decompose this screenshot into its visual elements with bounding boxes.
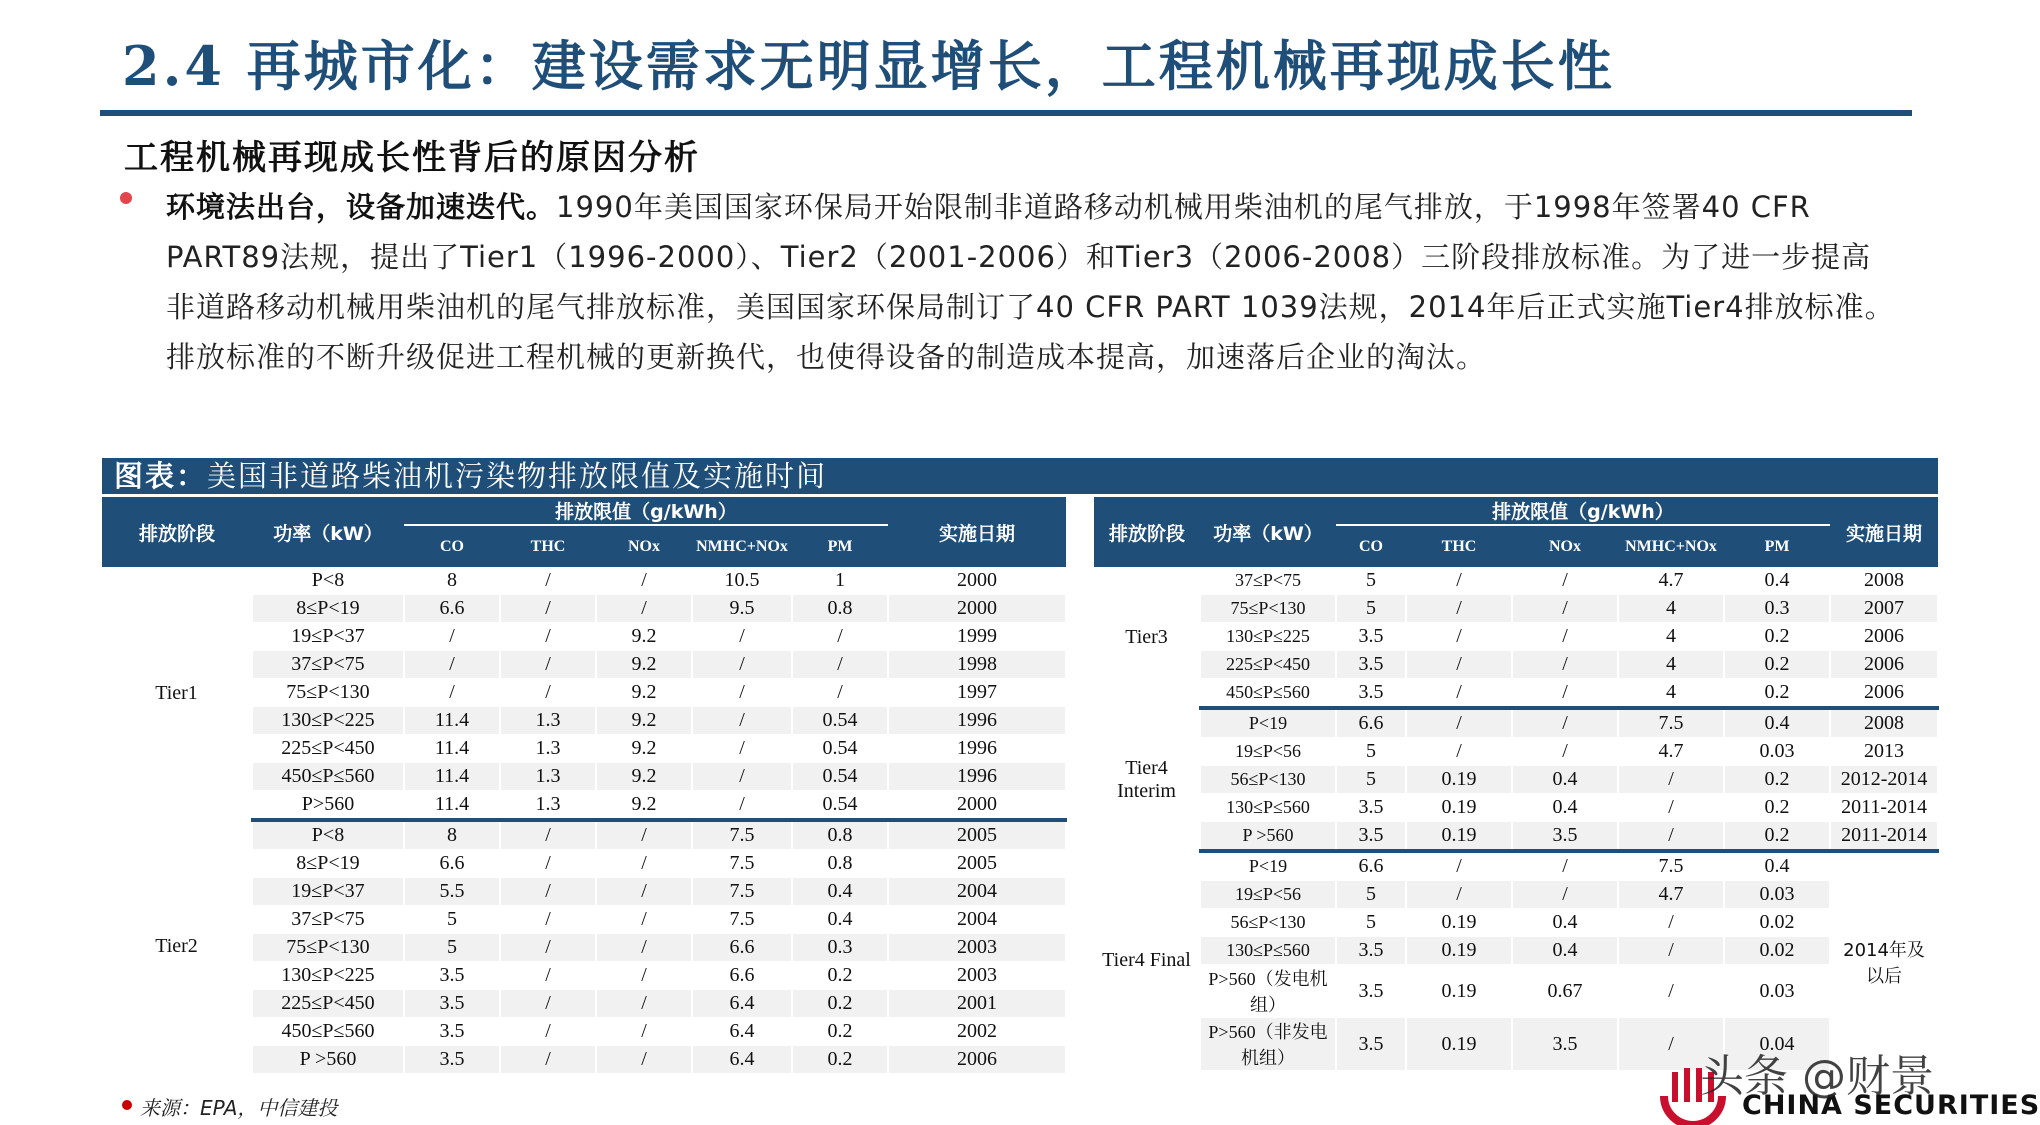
- table-cell: 0.2: [792, 1018, 888, 1046]
- header-thc: THC: [500, 525, 596, 567]
- table-cell: /: [1406, 881, 1512, 909]
- table-cell: 2007: [1830, 595, 1938, 623]
- table-cell: /: [692, 735, 792, 763]
- table-cell: /: [1512, 881, 1618, 909]
- table-cell: /: [500, 679, 596, 707]
- table-cell: /: [596, 850, 692, 878]
- table-cell: 2003: [888, 934, 1066, 962]
- table-cell: 11.4: [404, 707, 500, 735]
- table-cell: 9.2: [596, 707, 692, 735]
- table-cell: 0.03: [1724, 965, 1830, 1018]
- table-cell: 2004: [888, 878, 1066, 906]
- emission-table-right: [1094, 497, 1939, 1071]
- table-cell: 450≤P≤560: [1200, 679, 1336, 709]
- header-stage-right: 排放阶段: [1094, 497, 1200, 567]
- table-cell: /: [1618, 965, 1724, 1018]
- table-cell: /: [1406, 595, 1512, 623]
- table-cell: 2002: [888, 1018, 1066, 1046]
- table-cell: 75≤P<130: [252, 679, 404, 707]
- table-cell: 0.2: [1724, 679, 1830, 709]
- table-cell: 0.4: [1724, 708, 1830, 738]
- table-cell: 0.4: [1724, 567, 1830, 595]
- table-cell: P >560: [252, 1046, 404, 1074]
- table-cell: 19≤P<37: [252, 878, 404, 906]
- table-cell: 130≤P≤225: [1200, 623, 1336, 651]
- header-limit-right: 排放限值（g/kWh）: [1336, 497, 1830, 525]
- table-cell: 4.7: [1618, 881, 1724, 909]
- table-cell: 2013: [1830, 738, 1938, 766]
- stage-cell: Tier4 Final: [1094, 851, 1200, 1071]
- table-cell: 37≤P<75: [252, 906, 404, 934]
- table-cell: 4: [1618, 651, 1724, 679]
- table-cell: 3.5: [1512, 1018, 1618, 1071]
- table-cell: /: [1618, 794, 1724, 822]
- title-divider: [100, 110, 1912, 116]
- merged-date-cell: 2014年及以后: [1830, 851, 1938, 1071]
- table-cell: 3.5: [1512, 822, 1618, 852]
- table-cell: 6.6: [404, 850, 500, 878]
- table-cell: /: [1406, 708, 1512, 738]
- table-cell: 0.19: [1406, 909, 1512, 937]
- table-cell: /: [500, 1018, 596, 1046]
- stage-cell: Tier1: [102, 567, 252, 820]
- table-cell: 2000: [888, 595, 1066, 623]
- table-cell: /: [596, 1018, 692, 1046]
- table-cell: 7.5: [692, 878, 792, 906]
- table-cell: 9.2: [596, 735, 692, 763]
- table-row: [1094, 595, 1938, 623]
- table-cell: 4: [1618, 595, 1724, 623]
- header-pm: PM: [792, 525, 888, 567]
- header-limit: 排放限值（g/kWh）: [404, 497, 888, 525]
- table-cell: /: [1618, 766, 1724, 794]
- table-cell: /: [1406, 651, 1512, 679]
- table-cell: 1996: [888, 735, 1066, 763]
- table-row: [102, 567, 1066, 595]
- table-cell: 0.54: [792, 763, 888, 791]
- table-cell: 0.4: [792, 878, 888, 906]
- table-cell: /: [692, 763, 792, 791]
- table-cell: 6.4: [692, 1046, 792, 1074]
- table-cell: /: [500, 567, 596, 595]
- table-cell: 7.5: [692, 850, 792, 878]
- table-caption-label: 图表：: [114, 459, 208, 493]
- table-cell: P>560: [252, 791, 404, 821]
- table-cell: 1998: [888, 651, 1066, 679]
- table-cell: 0.03: [1724, 881, 1830, 909]
- table-cell: 3.5: [1336, 965, 1406, 1018]
- table-cell: 5.5: [404, 878, 500, 906]
- table-cell: 5: [404, 934, 500, 962]
- table-cell: 0.02: [1724, 937, 1830, 965]
- stage-cell: Tier2: [102, 820, 252, 1074]
- table-cell: /: [792, 679, 888, 707]
- table-cell: /: [792, 623, 888, 651]
- table-cell: 19≤P<37: [252, 623, 404, 651]
- table-cell: /: [792, 651, 888, 679]
- table-cell: /: [596, 934, 692, 962]
- table-cell: 6.6: [404, 595, 500, 623]
- table-cell: 0.54: [792, 791, 888, 821]
- table-cell: 0.4: [1512, 909, 1618, 937]
- table-cell: 0.54: [792, 735, 888, 763]
- paragraph-lead: 环境法出台，设备加速迭代。: [166, 190, 557, 224]
- table-cell: 0.19: [1406, 937, 1512, 965]
- paragraph-text: 1990年美国国家环保局开始限制非道路移动机械用柴油机的尾气排放，于1998年签署40 CFR PART89法规，提出了Tier1（1996-2000）、Tier2（2001-2006）和Tier3（2006-2008）三阶段排放标准。为了进一步提高非道路移动机械用柴油机的尾气排放标准，美国国家环保局制订了40 CFR PART 1039法规，2014年后正式实施Tier4排放标准。排放标准的不断升级促进工程机械的更新换代，也使得设备的制造成本提高，加速落后企业的淘汰。: [166, 190, 1895, 374]
- table-cell: /: [692, 651, 792, 679]
- table-cell: /: [500, 990, 596, 1018]
- table-caption-bar: [102, 458, 1938, 494]
- table-cell: 1996: [888, 763, 1066, 791]
- table-cell: 7.5: [1618, 708, 1724, 738]
- table-cell: 0.2: [792, 962, 888, 990]
- table-cell: /: [500, 595, 596, 623]
- table-cell: P>560（发电机组）: [1200, 965, 1336, 1018]
- table-cell: 6.6: [692, 962, 792, 990]
- table-cell: 2008: [1830, 708, 1938, 738]
- table-cell: 1.3: [500, 707, 596, 735]
- table-cell: 225≤P<450: [252, 990, 404, 1018]
- table-cell: 37≤P<75: [1200, 567, 1336, 595]
- table-cell: 0.19: [1406, 1018, 1512, 1071]
- left-table-body: [102, 567, 1066, 1074]
- table-cell: 3.5: [404, 990, 500, 1018]
- emission-table-left: [102, 497, 1067, 1074]
- table-cell: 8≤P<19: [252, 850, 404, 878]
- table-cell: 2004: [888, 906, 1066, 934]
- header-nox: NOx: [596, 525, 692, 567]
- table-row: [1094, 965, 1938, 1018]
- table-cell: /: [500, 906, 596, 934]
- table-cell: 2008: [1830, 567, 1938, 595]
- table-cell: /: [1512, 567, 1618, 595]
- table-cell: 37≤P<75: [252, 651, 404, 679]
- table-cell: 0.4: [792, 906, 888, 934]
- table-cell: 8: [404, 820, 500, 850]
- table-cell: 0.4: [1512, 937, 1618, 965]
- table-row: [1094, 937, 1938, 965]
- table-cell: 3.5: [404, 1018, 500, 1046]
- table-cell: 450≤P≤560: [252, 1018, 404, 1046]
- header-pm-right: PM: [1724, 525, 1830, 567]
- table-cell: 2003: [888, 962, 1066, 990]
- table-cell: 0.02: [1724, 909, 1830, 937]
- table-row: [1094, 851, 1938, 881]
- table-cell: 2001: [888, 990, 1066, 1018]
- table-cell: /: [404, 651, 500, 679]
- table-row: [1094, 794, 1938, 822]
- table-cell: 2005: [888, 820, 1066, 850]
- table-cell: 3.5: [1336, 1018, 1406, 1071]
- table-cell: 0.2: [1724, 822, 1830, 852]
- table-cell: 4: [1618, 679, 1724, 709]
- table-cell: 0.4: [1512, 794, 1618, 822]
- table-cell: 5: [1336, 738, 1406, 766]
- table-cell: /: [404, 679, 500, 707]
- table-cell: 3.5: [1336, 794, 1406, 822]
- table-cell: /: [596, 1046, 692, 1074]
- table-cell: 9.5: [692, 595, 792, 623]
- bullet-dot-icon: [120, 192, 132, 204]
- table-cell: 75≤P<130: [252, 934, 404, 962]
- table-cell: 0.8: [792, 850, 888, 878]
- table-cell: 1: [792, 567, 888, 595]
- table-cell: 3.5: [1336, 651, 1406, 679]
- header-nox-right: NOx: [1512, 525, 1618, 567]
- table-cell: /: [500, 820, 596, 850]
- table-cell: 3.5: [1336, 937, 1406, 965]
- table-cell: 2011-2014: [1830, 794, 1938, 822]
- table-cell: 0.4: [1724, 851, 1830, 881]
- table-cell: 0.2: [792, 1046, 888, 1074]
- right-table-body: [1094, 567, 1938, 1071]
- table-cell: P >560: [1200, 822, 1336, 852]
- table-cell: 0.19: [1406, 794, 1512, 822]
- table-cell: 0.2: [1724, 651, 1830, 679]
- table-cell: 1.3: [500, 763, 596, 791]
- table-cell: /: [596, 595, 692, 623]
- header-stage: 排放阶段: [102, 497, 252, 567]
- body-paragraph: [166, 182, 1896, 382]
- table-cell: 10.5: [692, 567, 792, 595]
- table-cell: 2000: [888, 567, 1066, 595]
- table-cell: 130≤P≤560: [1200, 937, 1336, 965]
- table-cell: /: [1406, 567, 1512, 595]
- table-cell: 5: [404, 906, 500, 934]
- table-cell: /: [692, 623, 792, 651]
- table-cell: /: [1512, 679, 1618, 709]
- table-cell: 2006: [1830, 679, 1938, 709]
- source-dot-icon: [122, 1100, 132, 1110]
- table-cell: 0.3: [792, 934, 888, 962]
- table-cell: /: [1618, 1018, 1724, 1071]
- table-cell: 6.4: [692, 1018, 792, 1046]
- table-cell: 4.7: [1618, 567, 1724, 595]
- table-cell: 5: [1336, 909, 1406, 937]
- page-title: 2.4 再城市化：建设需求无明显增长，工程机械再现成长性: [122, 34, 1615, 98]
- table-cell: 2000: [888, 791, 1066, 821]
- stage-cell: Tier4 Interim: [1094, 708, 1200, 851]
- table-cell: /: [596, 990, 692, 1018]
- table-cell: P<8: [252, 820, 404, 850]
- table-caption-text: 美国非道路柴油机污染物排放限值及实施时间: [207, 459, 828, 493]
- table-cell: 56≤P<130: [1200, 766, 1336, 794]
- table-row: [1094, 881, 1938, 909]
- table-cell: P>560（非发电机组）: [1200, 1018, 1336, 1071]
- table-cell: 5: [1336, 595, 1406, 623]
- table-cell: 6.6: [1336, 851, 1406, 881]
- table-cell: 130≤P<225: [252, 707, 404, 735]
- table-row: [1094, 766, 1938, 794]
- table-cell: /: [692, 791, 792, 821]
- table-cell: /: [500, 623, 596, 651]
- table-cell: /: [1618, 909, 1724, 937]
- table-cell: 130≤P<225: [252, 962, 404, 990]
- table-cell: 0.03: [1724, 738, 1830, 766]
- table-cell: 0.67: [1512, 965, 1618, 1018]
- table-row: [1094, 909, 1938, 937]
- table-cell: 0.8: [792, 595, 888, 623]
- table-row: [1094, 567, 1938, 595]
- table-cell: 0.2: [792, 990, 888, 1018]
- header-co: CO: [404, 525, 500, 567]
- table-cell: /: [404, 623, 500, 651]
- table-cell: P<19: [1200, 708, 1336, 738]
- table-cell: 7.5: [692, 820, 792, 850]
- watermark: 头条 @财景: [1700, 1051, 1934, 1102]
- table-cell: 11.4: [404, 735, 500, 763]
- table-cell: 0.04: [1724, 1018, 1830, 1071]
- table-row: [1094, 738, 1938, 766]
- table-cell: 0.2: [1724, 623, 1830, 651]
- table-cell: /: [1512, 651, 1618, 679]
- table-cell: 6.6: [1336, 708, 1406, 738]
- table-cell: 0.54: [792, 707, 888, 735]
- table-cell: /: [500, 1046, 596, 1074]
- table-cell: 8: [404, 567, 500, 595]
- table-cell: 1.3: [500, 735, 596, 763]
- table-cell: /: [596, 906, 692, 934]
- table-cell: 9.2: [596, 651, 692, 679]
- stage-cell: Tier3: [1094, 567, 1200, 708]
- header-power-right: 功率（kW）: [1200, 497, 1336, 567]
- table-cell: 225≤P<450: [1200, 651, 1336, 679]
- table-cell: 2006: [1830, 651, 1938, 679]
- section-subtitle: 工程机械再现成长性背后的原因分析: [124, 138, 700, 178]
- table-row: [1094, 822, 1938, 852]
- table-cell: 225≤P<450: [252, 735, 404, 763]
- table-cell: 9.2: [596, 791, 692, 821]
- table-cell: 0.4: [1512, 766, 1618, 794]
- table-cell: /: [500, 878, 596, 906]
- table-cell: /: [1406, 738, 1512, 766]
- table-cell: /: [1618, 937, 1724, 965]
- table-row: [1094, 679, 1938, 709]
- table-cell: 4.7: [1618, 738, 1724, 766]
- table-cell: 0.2: [1724, 766, 1830, 794]
- table-cell: 19≤P<56: [1200, 738, 1336, 766]
- table-cell: 8≤P<19: [252, 595, 404, 623]
- table-cell: /: [1512, 595, 1618, 623]
- table-cell: 6.4: [692, 990, 792, 1018]
- table-cell: /: [500, 850, 596, 878]
- table-cell: 56≤P<130: [1200, 909, 1336, 937]
- table-cell: /: [1406, 679, 1512, 709]
- table-cell: 7.5: [1618, 851, 1724, 881]
- table-cell: /: [1406, 851, 1512, 881]
- table-cell: 11.4: [404, 763, 500, 791]
- table-cell: 3.5: [1336, 623, 1406, 651]
- table-cell: 450≤P≤560: [252, 763, 404, 791]
- table-cell: 5: [1336, 881, 1406, 909]
- table-cell: 0.19: [1406, 822, 1512, 852]
- table-cell: 11.4: [404, 791, 500, 821]
- table-cell: 3.5: [1336, 679, 1406, 709]
- table-row: [1094, 708, 1938, 738]
- logo-text: CHINA SECURITIES: [1742, 1090, 2040, 1121]
- table-cell: 2006: [888, 1046, 1066, 1074]
- header-date: 实施日期: [888, 497, 1066, 567]
- table-cell: /: [1512, 708, 1618, 738]
- table-cell: 19≤P<56: [1200, 881, 1336, 909]
- table-cell: 1996: [888, 707, 1066, 735]
- table-cell: P<19: [1200, 851, 1336, 881]
- table-cell: /: [1512, 738, 1618, 766]
- table-cell: /: [692, 707, 792, 735]
- table-cell: 0.8: [792, 820, 888, 850]
- header-power: 功率（kW）: [252, 497, 404, 567]
- table-cell: 9.2: [596, 763, 692, 791]
- table-cell: 2011-2014: [1830, 822, 1938, 852]
- table-cell: 7.5: [692, 906, 792, 934]
- table-cell: /: [596, 962, 692, 990]
- table-cell: /: [500, 962, 596, 990]
- table-cell: /: [500, 934, 596, 962]
- table-row: [1094, 623, 1938, 651]
- table-cell: 6.6: [692, 934, 792, 962]
- source-note: 来源：EPA，中信建投: [140, 1096, 338, 1120]
- table-cell: 1999: [888, 623, 1066, 651]
- table-cell: /: [1512, 851, 1618, 881]
- table-cell: /: [500, 651, 596, 679]
- table-cell: 0.19: [1406, 965, 1512, 1018]
- table-row: [1094, 651, 1938, 679]
- table-cell: 3.5: [1336, 822, 1406, 852]
- table-cell: 3.5: [404, 962, 500, 990]
- table-cell: /: [1406, 623, 1512, 651]
- table-cell: 0.3: [1724, 595, 1830, 623]
- table-cell: /: [596, 878, 692, 906]
- table-cell: 2005: [888, 850, 1066, 878]
- table-cell: /: [596, 820, 692, 850]
- table-cell: 5: [1336, 567, 1406, 595]
- header-co-right: CO: [1336, 525, 1406, 567]
- header-nmhc-nox: NMHC+NOx: [692, 525, 792, 567]
- table-cell: 3.5: [404, 1046, 500, 1074]
- table-cell: 2012-2014: [1830, 766, 1938, 794]
- table-cell: /: [692, 679, 792, 707]
- table-cell: /: [1512, 623, 1618, 651]
- table-row: [102, 820, 1066, 850]
- table-cell: 9.2: [596, 679, 692, 707]
- table-cell: /: [1618, 822, 1724, 852]
- table-cell: 130≤P≤560: [1200, 794, 1336, 822]
- table-cell: 0.19: [1406, 766, 1512, 794]
- header-date-right: 实施日期: [1830, 497, 1938, 567]
- table-cell: 1.3: [500, 791, 596, 821]
- table-cell: 0.2: [1724, 794, 1830, 822]
- table-cell: 5: [1336, 766, 1406, 794]
- table-cell: 4: [1618, 623, 1724, 651]
- table-cell: 1997: [888, 679, 1066, 707]
- table-cell: 75≤P<130: [1200, 595, 1336, 623]
- table-cell: /: [596, 567, 692, 595]
- table-cell: 9.2: [596, 623, 692, 651]
- header-nmhc-nox-right: NMHC+NOx: [1618, 525, 1724, 567]
- table-cell: P<8: [252, 567, 404, 595]
- table-cell: 2006: [1830, 623, 1938, 651]
- header-thc-right: THC: [1406, 525, 1512, 567]
